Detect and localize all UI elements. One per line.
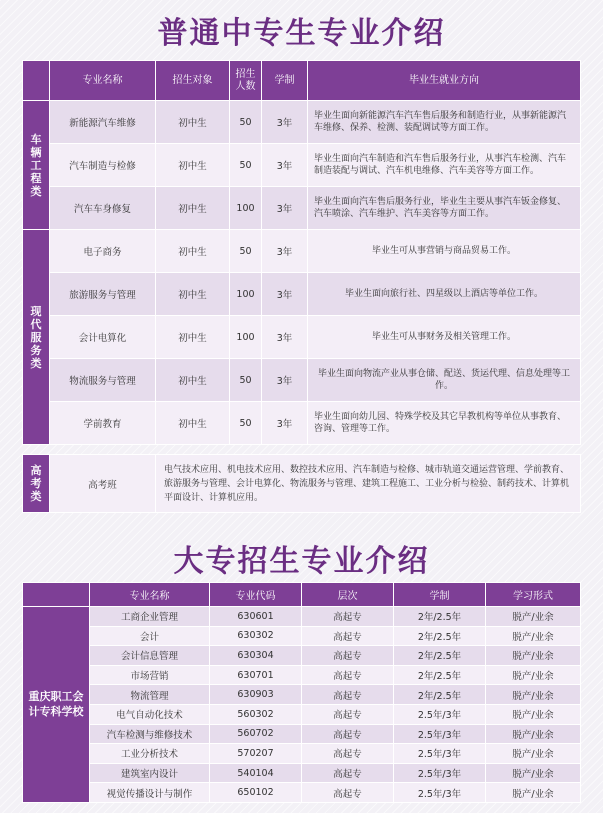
page-title-college: 大专招生专业介绍 [173,544,430,579]
header-level: 层次 [302,583,394,607]
level: 高起专 [302,626,394,646]
table-row [23,187,581,230]
study-mode: 脱产/业余 [486,665,581,685]
major-name: 汽车制造与检修 [50,144,156,187]
study-years: 3年 [262,144,308,187]
major-code: 650102 [210,783,302,803]
study-mode: 脱产/业余 [486,607,581,627]
study-years: 2年/2.5年 [394,665,486,685]
enroll-target: 初中生 [156,402,230,445]
table-row [23,626,581,646]
table-row [23,646,581,666]
table-row [23,402,581,445]
major-name: 市场营销 [90,665,210,685]
school-name: 重庆职工会计专科学校 [23,607,90,803]
level: 高起专 [302,763,394,783]
header-years: 学制 [262,61,308,101]
enroll-target: 初中生 [156,101,230,144]
header-blank [23,61,50,101]
major-name: 会计电算化 [50,316,156,359]
header-major: 专业名称 [90,583,210,607]
enroll-count: 50 [230,230,262,273]
major-name: 物流管理 [90,685,210,705]
category-modern-service: 现代服务类 [23,230,50,445]
level: 高起专 [302,783,394,803]
study-years: 3年 [262,359,308,402]
study-mode: 脱产/业余 [486,685,581,705]
table-row [23,724,581,744]
gaokao-majors-list: 电气技术应用、机电技术应用、数控技术应用、汽车制造与检修、城市轨道交通运营管理、学前教育、旅游服务与管理、会计电算化、物流服务与管理、建筑工程施工、工业分析与检验、制药技术、计算机平面设计、计算机应用。 [156,455,581,513]
career-direction: 毕业生面向幼儿园、特殊学校及其它早教机构等单位从事教育、咨询、管理等工作。 [308,402,581,445]
header-major: 专业名称 [50,61,156,101]
table-row [23,744,581,764]
major-name: 新能源汽车维修 [50,101,156,144]
enroll-target: 初中生 [156,230,230,273]
table-row [23,144,581,187]
enroll-target: 初中生 [156,273,230,316]
major-code: 540104 [210,763,302,783]
major-name: 学前教育 [50,402,156,445]
category-gaokao: 高考类 [23,455,50,513]
college-majors-table [22,582,580,803]
enroll-target: 初中生 [156,144,230,187]
major-name: 电气自动化技术 [90,704,210,724]
enroll-count: 50 [230,144,262,187]
study-years: 3年 [262,101,308,144]
secondary-majors-table [22,60,580,513]
table-row [23,316,581,359]
enroll-target: 初中生 [156,187,230,230]
study-mode: 脱产/业余 [486,763,581,783]
enroll-count: 100 [230,273,262,316]
major-name: 工业分析技术 [90,744,210,764]
study-years: 2年/2.5年 [394,685,486,705]
study-years: 3年 [262,402,308,445]
major-name: 会计信息管理 [90,646,210,666]
table-row [23,273,581,316]
level: 高起专 [302,665,394,685]
enroll-count: 100 [230,187,262,230]
study-years: 3年 [262,273,308,316]
table-row [23,101,581,144]
major-name: 建筑室内设计 [90,763,210,783]
table-row [23,685,581,705]
header-mode: 学习形式 [486,583,581,607]
career-direction: 毕业生面向新能源汽车汽车售后服务和制造行业，从事新能源汽车维修、保养、检测、装配调试等方面工作。 [308,101,581,144]
career-direction: 毕业生面向旅行社、四星级以上酒店等单位工作。 [308,273,581,316]
study-years: 3年 [262,187,308,230]
career-direction: 毕业生面向汽车售后服务行业，毕业生主要从事汽车钣金修复、汽车喷涂、汽车维护、汽车美容等方面工作。 [308,187,581,230]
major-code: 560302 [210,704,302,724]
career-direction: 毕业生可从事营销与商品贸易工作。 [308,230,581,273]
major-name: 旅游服务与管理 [50,273,156,316]
major-code: 570207 [210,744,302,764]
level: 高起专 [302,724,394,744]
study-mode: 脱产/业余 [486,704,581,724]
major-name: 高考班 [50,455,156,513]
study-years: 2.5年/3年 [394,744,486,764]
table-row [23,704,581,724]
major-name: 会计 [90,626,210,646]
header-code: 专业代码 [210,583,302,607]
category-vehicle-engineering: 车辆工程类 [23,101,50,230]
study-years: 3年 [262,316,308,359]
major-name: 汽车车身修复 [50,187,156,230]
table-row [23,763,581,783]
header-target: 招生对象 [156,61,230,101]
study-years: 2.5年/3年 [394,704,486,724]
table-row [23,665,581,685]
study-years: 3年 [262,230,308,273]
level: 高起专 [302,704,394,724]
enroll-target: 初中生 [156,316,230,359]
level: 高起专 [302,744,394,764]
enroll-count: 50 [230,101,262,144]
table-header-row [23,61,581,101]
career-direction: 毕业生可从事财务及相关管理工作。 [308,316,581,359]
level: 高起专 [302,646,394,666]
study-years: 2.5年/3年 [394,763,486,783]
header-years: 学制 [394,583,486,607]
level: 高起专 [302,685,394,705]
major-code: 630601 [210,607,302,627]
enroll-target: 初中生 [156,359,230,402]
table-row-gaokao [23,455,581,513]
major-code: 560702 [210,724,302,744]
major-code: 630302 [210,626,302,646]
major-name: 电子商务 [50,230,156,273]
career-direction: 毕业生面向汽车制造和汽车售后服务行业，从事汽车检测、汽车制造装配与调试、汽车机电维修、汽车美容等方面工作。 [308,144,581,187]
study-years: 2年/2.5年 [394,626,486,646]
page-title-secondary-school: 普通中专生专业介绍 [157,16,446,51]
study-mode: 脱产/业余 [486,646,581,666]
study-mode: 脱产/业余 [486,744,581,764]
study-mode: 脱产/业余 [486,724,581,744]
level: 高起专 [302,607,394,627]
study-mode: 脱产/业余 [486,626,581,646]
row-gap [23,445,581,455]
header-blank [23,583,90,607]
major-code: 630304 [210,646,302,666]
header-direction: 毕业生就业方向 [308,61,581,101]
enroll-count: 50 [230,402,262,445]
major-code: 630903 [210,685,302,705]
major-name: 汽车检测与维修技术 [90,724,210,744]
study-years: 2年/2.5年 [394,607,486,627]
major-name: 物流服务与管理 [50,359,156,402]
career-direction: 毕业生面向物流产业从事仓储、配送、货运代理、信息处理等工作。 [308,359,581,402]
table-row [23,359,581,402]
study-mode: 脱产/业余 [486,783,581,803]
major-name: 视觉传播设计与制作 [90,783,210,803]
study-years: 2年/2.5年 [394,646,486,666]
table-row [23,607,581,627]
enroll-count: 100 [230,316,262,359]
study-years: 2.5年/3年 [394,724,486,744]
table-row [23,783,581,803]
header-count: 招生人数 [230,61,262,101]
major-code: 630701 [210,665,302,685]
table-header-row [23,583,581,607]
major-name: 工商企业管理 [90,607,210,627]
enroll-count: 50 [230,359,262,402]
table-row [23,230,581,273]
study-years: 2.5年/3年 [394,783,486,803]
